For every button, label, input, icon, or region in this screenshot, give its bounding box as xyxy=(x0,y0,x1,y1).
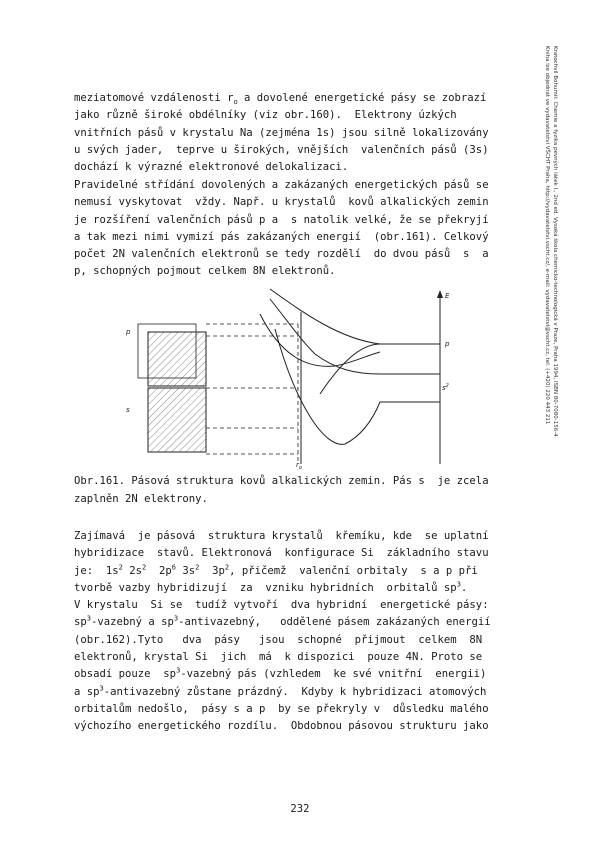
label-s2: $s^2$ xyxy=(442,383,449,392)
text-line: je rozšíření valenčních pásů p a s natolik velké, že se překryjí xyxy=(74,213,489,226)
energy-axis-arrow xyxy=(437,290,443,298)
text-line: hybridizace stavů. Elektronová konfigurace Si základního stavu xyxy=(74,547,489,560)
paragraph-3 xyxy=(74,528,529,736)
label-p-right: p xyxy=(445,340,450,348)
text-line: je: $1s^2$ $2s^2$ $2p^6$ $3s^2$ $3p^2$, přičemž valenční orbitaly s a p při xyxy=(74,563,478,577)
text-line: V krystalu Si se tudíž vytvoří dva hybridní energetické pásy: xyxy=(74,599,489,612)
label-p: p xyxy=(126,328,131,336)
band-curves xyxy=(260,289,440,444)
text-line: jako různě široké obdélníky (viz obr.160). Elektrony úzkých xyxy=(74,109,457,122)
band-structure-figure xyxy=(120,284,460,469)
text-line: obsadí pouze $sp^3$-vazebný pás (vzhledem ke své vnitřní energii) xyxy=(74,666,487,681)
page-number: 232 xyxy=(290,803,310,815)
text-line: dochází k výrazné elektronové delokalizaci. xyxy=(74,161,349,174)
sidenote-line-1: Kratochvil Bohumil: Chemie a fyzika pevných látek I., 2nd ed. Vysoká škola chemicko-technologická v Praze, Praha 1994, ISBN 80-7080-156-4 xyxy=(552,46,558,437)
text-line: p, schopných pojmout celkem 8N elektronů. xyxy=(74,265,336,278)
label-ro: $r_o$ xyxy=(296,461,302,469)
caption-line: Obr.161. Pásová struktura kovů alkalických zemin. Pás s je zcela xyxy=(74,475,489,487)
sidenote-line-2: Kniha lze objednat ve vydavatelství VŠCHT Praha, http://vydavatelstvi.vscht.cz/, e-mail: vydavatelstvi@vscht.cz, tel. (+420) 220 443 211 xyxy=(544,46,550,425)
label-s: s xyxy=(126,406,130,414)
paragraph-1 xyxy=(74,90,529,176)
text-line: vnitřních pásů v krystalu Na (zejména 1s) jsou silně lokalizovány xyxy=(74,126,489,139)
text-line: a $sp^3$-antivazebný zůstane prázdný. Kdyby k hybridizaci atomových xyxy=(74,684,487,698)
text-line: meziatomové vzdálenosti $r_o$ a dovolené energetické pásy se zobrazí xyxy=(74,92,487,107)
paragraph-2 xyxy=(74,177,529,281)
s-band-rect xyxy=(148,388,206,452)
dashed-guides xyxy=(206,324,298,464)
text-line: tvorbě vazby hybridizují za vzniku hybridních orbitalů $sp^3$. xyxy=(74,580,468,594)
text-line: počet 2N valenčních elektronů se tedy rozdělí do dvou pásů s a xyxy=(74,248,489,261)
text-line: výchozího energetického rozdílu. Obdobnou pásovou strukturu jako xyxy=(74,720,489,733)
text-line: u svých jader, teprve u širokých, vnějších valenčních pásů (3s) xyxy=(74,143,489,156)
text-line: $sp^3$-vazebný a $sp^3$-antivazebný, oddělené pásem zakázaných energií xyxy=(74,614,491,629)
figure-caption xyxy=(74,472,534,508)
copyright-sidenote xyxy=(543,46,559,437)
text-line: Pravidelné střídání dovolených a zakázaných energetických pásů se xyxy=(74,179,489,191)
text-line: a tak mezi nimi vymizí pás zakázaných energií (obr.161). Celkový xyxy=(74,230,489,243)
text-line: elektronů, krystal Si jich má k dispozici pouze 4N. Proto se xyxy=(74,651,483,664)
text-line: Zajímavá je pásová struktura krystalů křemíku, kde se uplatní xyxy=(74,530,489,542)
label-E: E xyxy=(445,292,450,300)
text-line: orbitalům nedošlo, pásy s a p by se překryly v důsledku malého xyxy=(74,702,489,715)
text-line: (obr.162).Tyto dva pásy jsou schopné přijmout celkem 8N xyxy=(74,633,483,646)
text-line: nemusí vyskytovat vždy. Např. u krystalů kovů alkalických zemin xyxy=(74,196,489,209)
caption-line: zaplněn 2N elektrony. xyxy=(74,493,208,505)
